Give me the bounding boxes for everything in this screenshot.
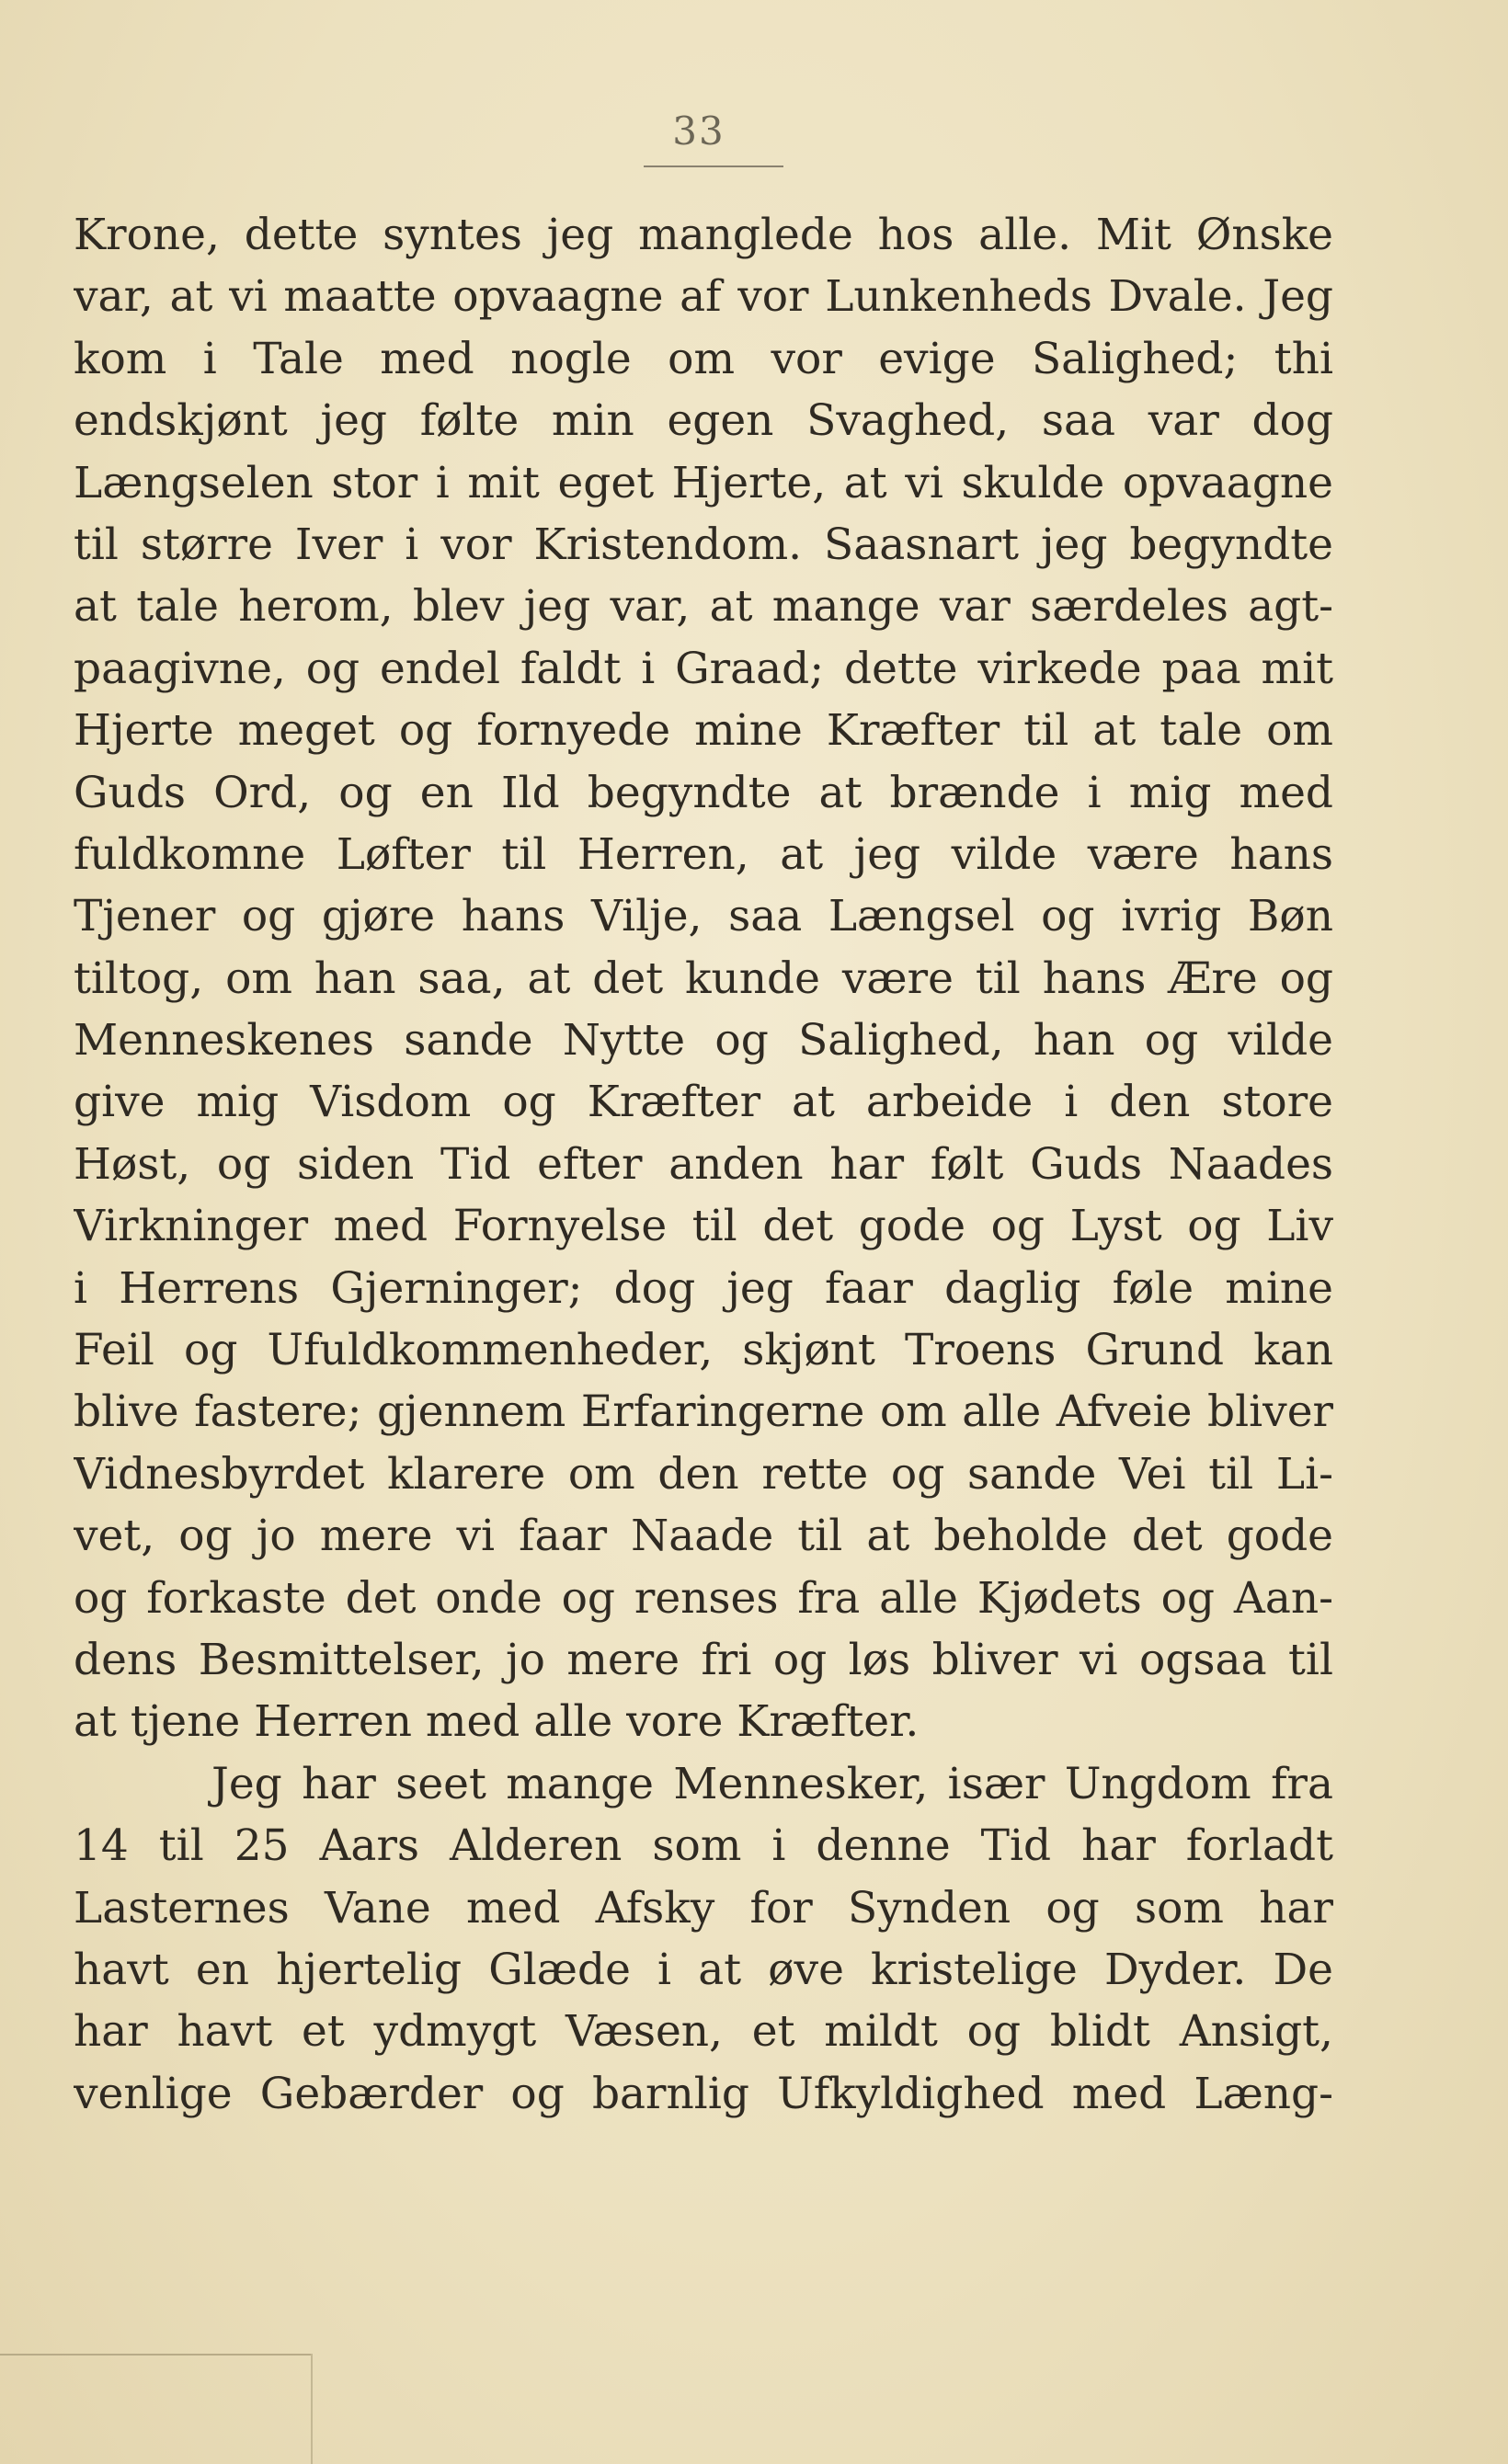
paragraph-end-line: at tjene Herren med alle vore Kræfter. (74, 1696, 920, 1748)
text-line: dens Besmittelser, jo mere fri og løs bliver vi ogsaa til (74, 1634, 1333, 1685)
scan-edge-line (0, 2354, 313, 2356)
text-line: at tale herom, blev jeg var, at mange var særdeles agt- (74, 581, 1333, 633)
text-line: Høst, og siden Tid efter anden har følt Guds Naades (74, 1138, 1333, 1190)
text-line: Feil og Ufuldkommenheder, skjønt Troens Grund kan (74, 1325, 1333, 1376)
text-line: Krone, dette syntes jeg manglede hos alle. Mit Ønske (74, 210, 1333, 260)
text-line: give mig Visdom og Kræfter at arbeide i den store (74, 1077, 1333, 1128)
paragraph-start-line: Jeg har seet mange Mennesker, især Ungdom fra (211, 1758, 1333, 1809)
text-line: og forkaste det onde og renses fra alle Kjødets og Aan- (74, 1572, 1333, 1624)
text-line: har havt et ydmygt Væsen, et mildt og blidt Ansigt, (74, 2006, 1333, 2058)
page-number-rule (644, 165, 783, 167)
text-line: vet, og jo mere vi faar Naade til at beholde det gode (74, 1511, 1333, 1562)
text-line: Vidnesbyrdet klarere om den rette og sande Vei til Li- (74, 1448, 1333, 1500)
text-line: fuldkomne Løfter til Herren, at jeg vilde være hans (74, 828, 1333, 880)
text-line: kom i Tale med nogle om vor evige Salighed; thi (74, 333, 1333, 384)
text-line: til større Iver i vor Kristendom. Saasnart jeg begyndte (74, 519, 1333, 570)
scan-edge-line-vertical (311, 2354, 313, 2464)
text-line: i Herrens Gjerninger; dog jeg faar daglig føle mine (74, 1262, 1333, 1314)
text-line: venlige Gebærder og barnlig Ufkyldighed med Læng- (74, 2068, 1333, 2119)
text-line: Menneskenes sande Nytte og Salighed, han og vilde (74, 1015, 1333, 1067)
text-line: blive fastere; gjennem Erfaringerne om alle Afveie bliver (74, 1386, 1333, 1438)
text-line: Lasternes Vane med Afsky for Synden og som har (74, 1882, 1333, 1934)
text-line: havt en hjertelig Glæde i at øve kristelige Dyder. De (74, 1944, 1333, 1995)
text-line: var, at vi maatte opvaagne af vor Lunkenheds Dvale. Jeg (74, 271, 1333, 323)
text-line: endskjønt jeg følte min egen Svaghed, saa var dog (74, 395, 1333, 447)
text-line: Tjener og gjøre hans Vilje, saa Længsel og ivrig Bøn (74, 891, 1333, 942)
text-line: Længselen stor i mit eget Hjerte, at vi skulde opvaagne (74, 457, 1333, 508)
text-line: Virkninger med Fornyelse til det gode og Lyst og Liv (74, 1201, 1333, 1252)
text-line: Hjerte meget og fornyede mine Kræfter til at tale om (74, 705, 1333, 757)
text-line: 14 til 25 Aars Alderen som i denne Tid har forladt (74, 1820, 1333, 1872)
text-line: tiltog, om han saa, at det kunde være til hans Ære og (74, 953, 1333, 1004)
body-text (74, 204, 1333, 2125)
page-number: 33 (672, 108, 725, 154)
text-line: paagivne, og endel faldt i Graad; dette virkede paa mit (74, 643, 1333, 694)
text-line: Guds Ord, og en Ild begyndte at brænde i mig med (74, 767, 1333, 818)
